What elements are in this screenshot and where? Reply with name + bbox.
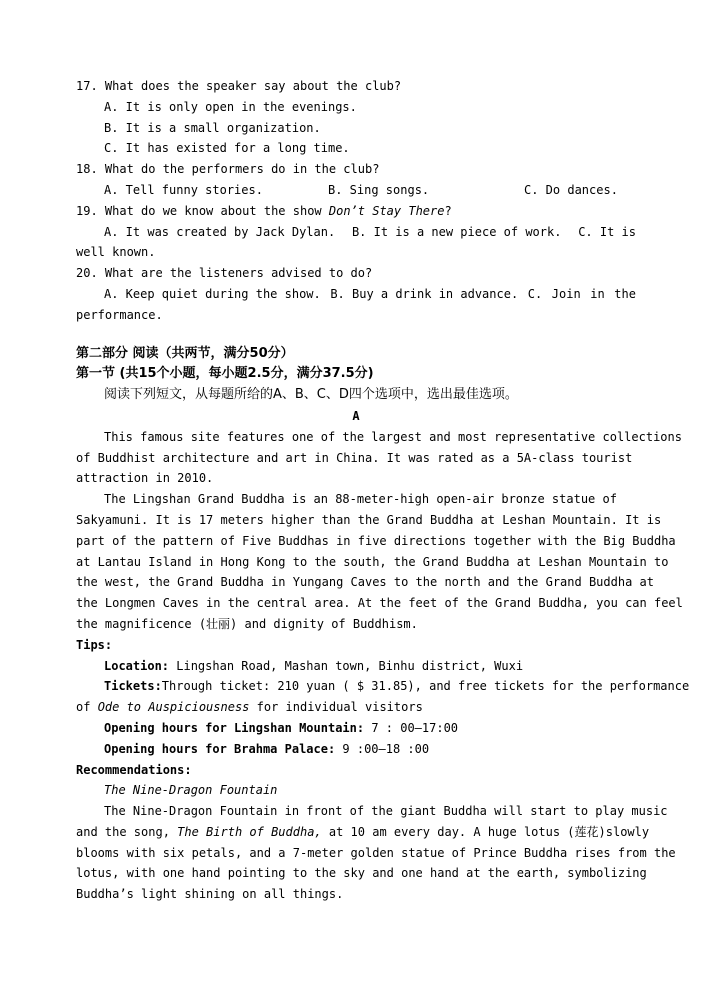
question-19-stem-mark: ? bbox=[444, 203, 452, 218]
recommendation-line bbox=[76, 822, 650, 843]
recommendation-line: Buddha’s light shining on all things. bbox=[76, 887, 344, 902]
question-20-options bbox=[76, 284, 636, 305]
question-19-option-b: B. It is a new piece of work. bbox=[351, 224, 562, 239]
question-20-option-c-word: the bbox=[614, 286, 636, 301]
tips-hours-brahma bbox=[76, 739, 636, 760]
question-18-option-b: B. Sing songs. bbox=[328, 182, 430, 197]
part-2-heading: 第二部分 阅读（共两节，满分50分） bbox=[76, 345, 294, 361]
question-18-option-c: C. Do dances. bbox=[524, 182, 618, 197]
passage-line: This famous site features one of the largest and most representative collections bbox=[104, 429, 682, 444]
passage-line-text: of Buddhist architecture and art in China. It was rated as a 5A-class tourist bbox=[76, 450, 633, 465]
reading-instruction: 阅读下列短文，从每题所给的A、B、C、D四个选项中，选出最佳选项。 bbox=[104, 387, 518, 403]
passage-line: the west, the Grand Buddha in Yungang Caves to the north and the Grand Buddha at bbox=[76, 575, 654, 590]
tips-heading: Tips: bbox=[76, 637, 113, 652]
show-title: Don’t Stay There bbox=[328, 203, 445, 218]
question-18-stem: 18. What do the performers do in the club? bbox=[76, 162, 380, 177]
question-17-option-b: B. It is a small organization. bbox=[104, 120, 321, 135]
question-20-option-c-word: in bbox=[590, 286, 605, 301]
tickets-value: Through ticket: 210 yuan ( $ 31.85), and free tickets for the performance bbox=[161, 679, 690, 694]
passage-line: at Lantau Island in Hong Kong to the south, the Grand Buddha at Leshan Mountain to bbox=[76, 554, 669, 569]
location-label: Location: bbox=[104, 658, 170, 673]
tips-hours-lingshan bbox=[76, 718, 636, 739]
passage-line: attraction in 2010. bbox=[76, 471, 214, 486]
question-17-option-c: C. It has existed for a long time. bbox=[104, 141, 350, 156]
passage-line: part of the pattern of Five Buddhas in five directions together with the Big Buddha bbox=[76, 533, 676, 548]
question-20-option-c-cont: performance. bbox=[76, 307, 163, 322]
passage-label: A bbox=[352, 408, 360, 423]
hours-lingshan-value: 7 : 00—17:00 bbox=[364, 720, 459, 735]
question-20-option-c-word: Join bbox=[551, 286, 581, 301]
song-title: The Birth of Buddha, bbox=[177, 824, 322, 839]
location-value: Lingshan Road, Mashan town, Binhu district, Wuxi bbox=[169, 658, 524, 673]
question-20-option-b: B. Buy a drink in advance. bbox=[330, 286, 519, 301]
question-19-option-c-cont: well known. bbox=[76, 245, 156, 260]
question-19-option-c: C. It is bbox=[578, 224, 636, 239]
question-19-stem-text: 19. What do we know about the show bbox=[76, 203, 329, 218]
recommendation-text: at 10 am every day. A huge lotus (莲花)slowly bbox=[321, 824, 650, 839]
passage-line: the Longmen Caves in the central area. At the feet of the Grand Buddha, you can feel bbox=[76, 596, 683, 611]
hours-brahma-label: Opening hours for Brahma Palace: bbox=[104, 741, 336, 756]
hours-brahma-value: 9 :00—18 :00 bbox=[335, 741, 430, 756]
performance-title: Ode to Auspiciousness bbox=[97, 700, 250, 715]
recommendation-line: lotus, with one hand pointing to the sky and one hand at the earth, symbolizing bbox=[76, 866, 647, 881]
recommendation-line: The Nine-Dragon Fountain in front of the giant Buddha will start to play music bbox=[104, 804, 668, 819]
question-20-option-c-label: C. bbox=[527, 286, 543, 301]
question-20-stem: 20. What are the listeners advised to do? bbox=[76, 266, 373, 281]
question-19-option-a: A. It was created by Jack Dylan. bbox=[104, 224, 336, 239]
recommendation-text: and the song, bbox=[76, 824, 178, 839]
hours-lingshan-label: Opening hours for Lingshan Mountain: bbox=[104, 720, 365, 735]
question-20-option-a: A. Keep quiet during the show. bbox=[104, 286, 321, 301]
recommendation-subtitle: The Nine-Dragon Fountain bbox=[104, 783, 278, 798]
question-17-stem: 17. What does the speaker say about the club? bbox=[76, 79, 402, 93]
question-18-options bbox=[76, 180, 636, 201]
passage-line: the magnificence (壮丽) and dignity of Buddhism. bbox=[76, 616, 418, 631]
tips-location bbox=[76, 656, 636, 677]
tickets-label: Tickets: bbox=[104, 679, 162, 694]
tickets-cont-text: of bbox=[76, 700, 98, 715]
question-17-option-a: A. It is only open in the evenings. bbox=[104, 99, 357, 114]
passage-line: Sakyamuni. It is 17 meters higher than the Grand Buddha at Leshan Mountain. It is bbox=[76, 512, 662, 527]
passage-line bbox=[76, 448, 636, 469]
passage-line: The Lingshan Grand Buddha is an 88-meter-high open-air bronze statue of bbox=[104, 492, 617, 507]
recommendations-heading: Recommendations: bbox=[76, 762, 192, 777]
tips-tickets bbox=[76, 676, 690, 697]
question-18-option-a: A. Tell funny stories. bbox=[104, 182, 263, 197]
tickets-cont-text: for individual visitors bbox=[249, 700, 423, 715]
question-19-options bbox=[76, 222, 636, 243]
section-1-heading: 第一节 (共15个小题，每小题2.5分，满分37.5分) bbox=[76, 366, 374, 382]
recommendation-line: blooms with six petals, and a 7-meter golden statue of Prince Buddha rises from the bbox=[76, 845, 676, 860]
question-19-stem bbox=[76, 201, 636, 222]
exam-page bbox=[76, 76, 690, 905]
tips-tickets-cont bbox=[76, 697, 636, 718]
